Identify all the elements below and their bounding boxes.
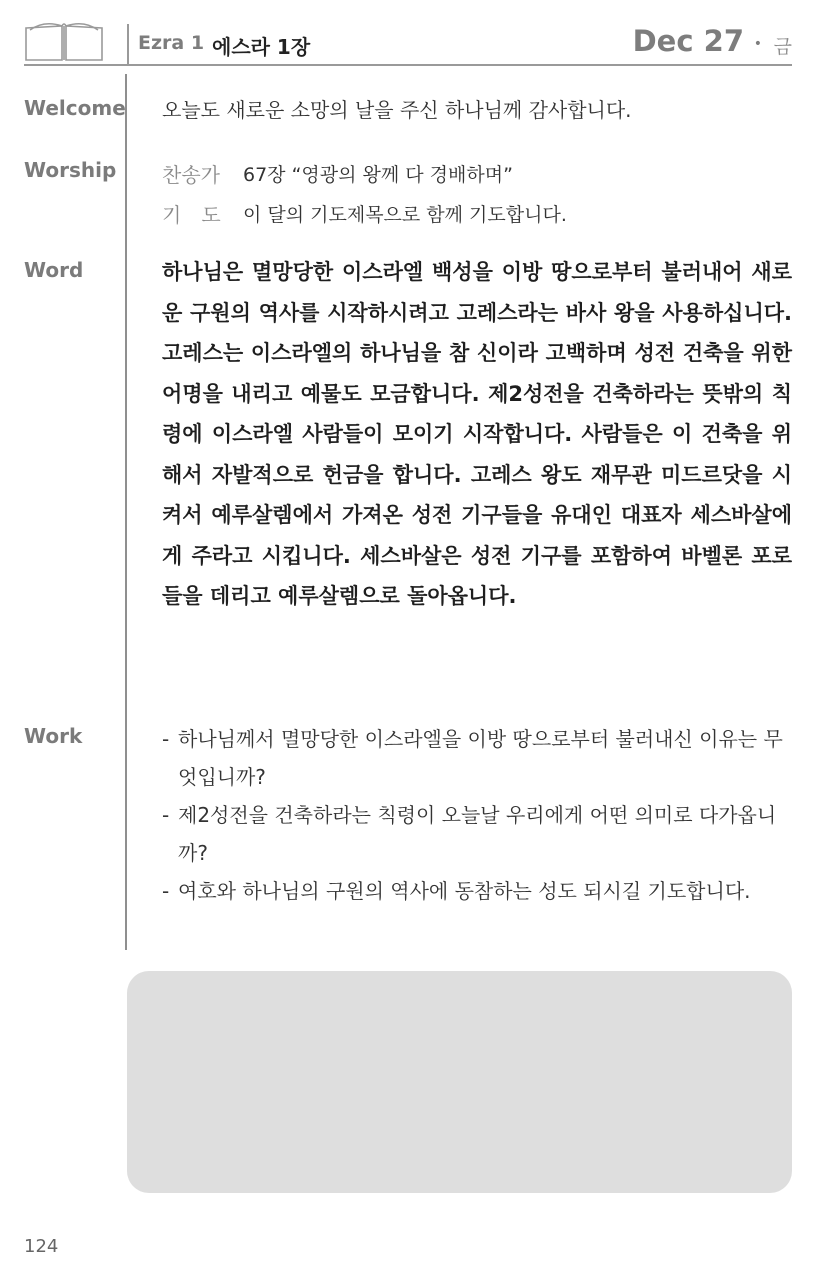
work-item: - 제2성전을 건축하라는 칙령이 오늘날 우리에게 어떤 의미로 다가옵니까?	[162, 796, 792, 872]
page-number: 124	[24, 1236, 59, 1257]
prayer-key: 기 도	[162, 203, 221, 227]
work-list	[162, 720, 792, 910]
weekday-label: 금	[773, 36, 792, 58]
work-item: - 하나님께서 멸망당한 이스라엘을 이방 땅으로부터 불러내신 이유는 무엇입니까?	[162, 720, 792, 796]
prayer-value: 이 달의 기도제목으로 함께 기도합니다.	[243, 204, 567, 226]
label-welcome: Welcome	[24, 96, 126, 120]
work-item: - 여호와 하나님의 구원의 역사에 동참하는 성도 되시길 기도합니다.	[162, 872, 792, 910]
page-header	[24, 14, 792, 66]
label-work: Work	[24, 724, 83, 748]
notes-box[interactable]	[127, 971, 792, 1193]
word-paragraph: 하나님은 멸망당한 이스라엘 백성을 이방 땅으로부터 불러내어 새로운 구원의 역사를 시작하시려고 고레스라는 바사 왕을 사용하십니다. 고레스는 이스라엘의 하나님을 참 신이라 고백하며 성전 건축을 위한 어명을 내리고 예물도 모금합니다. 제2성전을 건축하라는 뜻밖의 칙령에 이스라엘 사람들이 모이기 시작합니다. 사람들은 이 건축을 위해서 자발적으로 헌금을 합니다. 고레스 왕도 재무관 미드르닷을 시켜서 예루살렘에서 가져온 성전 기구들을 유대인 대표자 세스바살에게 주라고 시킵니다. 세스바살은 성전 기구를 포함하여 바벨론 포로들을 데리고 예루살렘으로 돌아옵니다.	[162, 260, 792, 608]
book-title-en: Ezra 1	[138, 32, 205, 54]
open-book-icon	[24, 18, 104, 62]
label-word: Word	[24, 258, 84, 282]
date-separator: •	[753, 36, 762, 52]
hymn-value: 67장 “영광의 왕께 다 경배하며”	[243, 164, 513, 186]
hymn-key: 찬송가	[162, 163, 220, 187]
book-title-ko: 에스라 1장	[212, 35, 311, 59]
date-label: Dec 27	[632, 24, 744, 58]
header-divider	[127, 24, 129, 64]
label-worship: Worship	[24, 158, 117, 182]
welcome-text: 오늘도 새로운 소망의 날을 주신 하나님께 감사합니다.	[162, 98, 632, 122]
section-divider	[125, 74, 127, 950]
